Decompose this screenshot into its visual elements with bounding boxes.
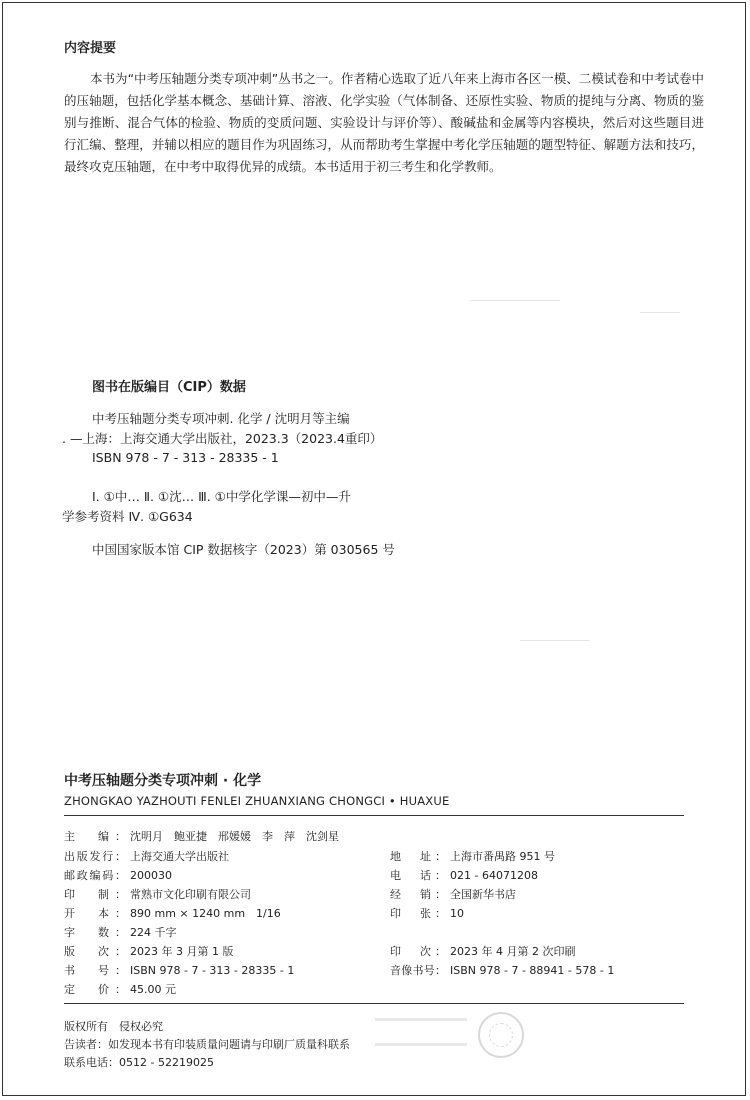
bleed-through-mark [640, 312, 680, 313]
cip-line-classification: Ⅰ. ①中… Ⅱ. ①沈… Ⅲ. ①中学化学课—初中—升 [92, 489, 351, 504]
cip-line-isbn: ISBN 978 - 7 - 313 - 28335 - 1 [92, 450, 279, 465]
info-label: 字 数： [64, 926, 126, 939]
info-value: 常熟市文化印刷有限公司 [130, 888, 251, 901]
title-divider [64, 815, 684, 816]
info-value: ISBN 978 - 7 - 88941 - 578 - 1 [450, 964, 615, 977]
info-publisher [64, 848, 229, 864]
cip-line-title: 中考压轴题分类专项冲刺. 化学 / 沈明月等主编 [92, 411, 350, 426]
info-label: 版 次： [64, 945, 126, 958]
info-words [64, 924, 177, 940]
info-label: 地 址： [390, 850, 446, 863]
rights-contact: 联系电话：0512 - 52219025 [64, 1056, 214, 1069]
info-printing [390, 943, 575, 959]
info-label: 开 本： [64, 907, 126, 920]
info-edition [64, 943, 233, 959]
info-label: 电 话： [390, 869, 446, 882]
cip-line-classification-cont: 学参考资料 Ⅳ. ①G634 [62, 509, 193, 524]
info-value: 上海市番禺路 951 号 [450, 850, 555, 863]
info-label: 邮政编码： [64, 869, 126, 882]
info-value: 45.00 元 [130, 983, 176, 996]
rights-reserved: 版权所有 侵权必究 [64, 1020, 163, 1033]
info-address [390, 848, 555, 864]
publisher-seal-icon [478, 1012, 524, 1058]
book-title-pinyin: ZHONGKAO YAZHOUTI FENLEI ZHUANXIANG CHONGCI • HUAXUE [64, 794, 450, 808]
info-phone [390, 867, 538, 883]
book-title: 中考压轴题分类专项冲刺 · 化学 [64, 773, 262, 789]
info-label: 印 制： [64, 888, 126, 901]
info-format [64, 905, 281, 921]
rights-notice: 告读者：如发现本书有印装质量问题请与印刷厂质量科联系 [64, 1038, 350, 1051]
info-label: 主 编： [64, 830, 126, 843]
bleed-through-mark [470, 300, 560, 301]
info-value: 2023 年 3 月第 1 版 [130, 945, 234, 958]
info-label: 出版发行： [64, 850, 126, 863]
info-value: 10 [450, 907, 464, 920]
info-isbn [64, 962, 294, 978]
info-label: 定 价： [64, 983, 126, 996]
info-value: 上海交通大学出版社 [130, 850, 229, 863]
info-postcode [64, 867, 172, 883]
info-value: 2023 年 4 月第 2 次印刷 [450, 945, 576, 958]
cip-heading: 图书在版编目（CIP）数据 [92, 380, 246, 395]
info-label: 书 号： [64, 964, 126, 977]
info-value: 全国新华书店 [450, 888, 516, 901]
summary-heading: 内容提要 [64, 41, 117, 56]
info-sheets [390, 905, 464, 921]
info-label: 印 次： [390, 945, 446, 958]
info-value: 021 - 64071208 [450, 869, 538, 882]
info-divider [64, 1003, 684, 1004]
info-label: 经 销： [390, 888, 446, 901]
cip-line-publisher: . —上海：上海交通大学出版社，2023.3（2023.4重印） [62, 431, 383, 446]
info-value: 224 千字 [130, 926, 177, 939]
info-distributor [390, 886, 516, 902]
info-price [64, 981, 176, 997]
info-value: 沈明月 鲍亚捷 邢媛媛 李 萍 沈剑星 [130, 830, 339, 843]
publisher-logo-watermark [375, 1014, 470, 1044]
info-value: 890 mm × 1240 mm 1/16 [130, 907, 281, 920]
info-label: 音像书号： [390, 964, 446, 977]
bleed-through-mark [520, 640, 590, 641]
info-label: 印 张： [390, 907, 446, 920]
summary-paragraph: 本书为“中考压轴题分类专项冲刺”丛书之一。作者精心选取了近八年来上海市各区一模、二模试卷和中考试卷中的压轴题，包括化学基本概念、基础计算、溶液、化学实验（气体制备、还原性实验、物质的提纯与分离、物质的鉴别与推断、混合气体的检验、物质的变质问题、实验设计与评价等）、酸碱盐和金属等内容模块，然后对这些题目进行汇编、整理，并辅以相应的题目作为巩固练习，从而帮助考生掌握中考化学压轴题的题型特征、解题方法和技巧，最终攻克压轴题，在中考中取得优异的成绩。本书适用于初三考生和化学教师。 [64, 71, 704, 174]
info-value: 200030 [130, 869, 172, 882]
info-printer [64, 886, 251, 902]
info-av-isbn [390, 962, 614, 978]
cip-line-number: 中国国家版本馆 CIP 数据核字（2023）第 030565 号 [92, 542, 395, 557]
info-value: ISBN 978 - 7 - 313 - 28335 - 1 [130, 964, 295, 977]
info-editor [64, 828, 339, 844]
